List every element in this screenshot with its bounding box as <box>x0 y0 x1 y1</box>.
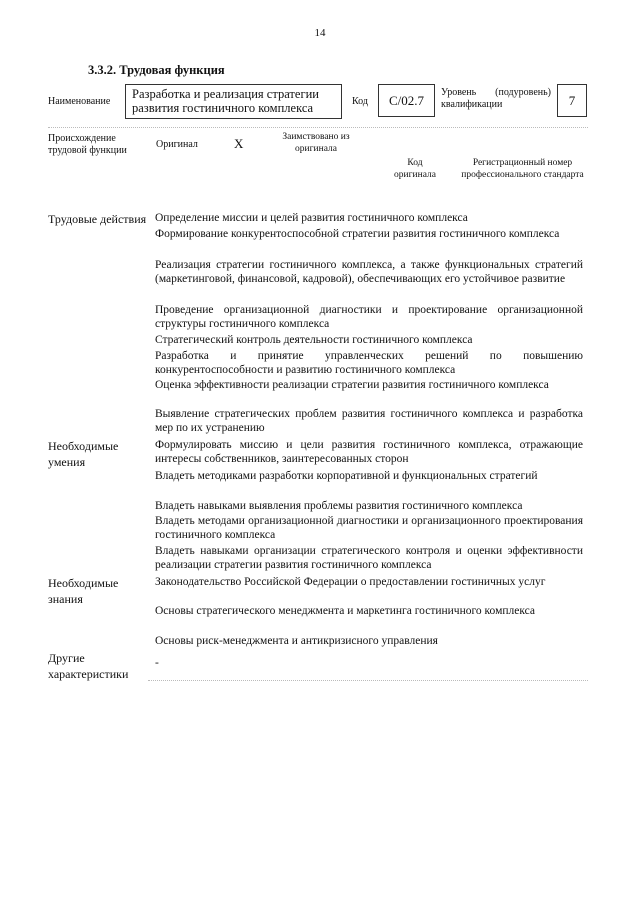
code-original-label: Код оригинала <box>394 158 436 180</box>
list-item: Основы риск-менеджмента и антикризисного управления <box>155 635 438 647</box>
origin-label: Происхождение трудовой функции <box>48 133 127 156</box>
list-item: Определение миссии и целей развития гостиничного комплекса <box>155 212 468 224</box>
list-item: Разработка и принятие управленческих решений по повышению конкурентоспособности и развитию гостиничного комплекса <box>155 350 583 376</box>
borrowed-label: Заимствовано из оригинала <box>282 132 350 154</box>
original-label: Оригинал <box>156 139 198 150</box>
level-value-box: 7 <box>557 84 587 117</box>
level-label: Уровень (подуровень) квалификации <box>441 87 551 110</box>
original-mark: X <box>234 136 244 151</box>
name-label: Наименование <box>48 96 111 107</box>
code-value-box: C/02.7 <box>378 84 435 117</box>
function-name-box: Разработка и реализация стратегии развития гостиничного комплекса <box>125 84 342 119</box>
skills-title: Необходимые умения <box>48 439 119 469</box>
list-item: Оценка эффективности реализации стратегии развития гостиничного комплекса <box>155 379 549 391</box>
list-item: Владеть методиками разработки корпоративной и функциональных стратегий <box>155 470 538 482</box>
knowledge-title: Необходимые знания <box>48 576 119 606</box>
list-item: Владеть методами организационной диагностики и организационного проектирования гостиничного комплекса <box>155 515 583 541</box>
divider <box>148 680 588 681</box>
list-item: Законодательство Российской Федерации о предоставлении гостиничных услуг <box>155 576 546 588</box>
list-item: Владеть навыками организации стратегического контроля и оценки эффективности реализации стратегии развития гостиничного комплекса <box>155 545 583 571</box>
actions-title: Трудовые действия <box>48 212 147 226</box>
list-item: Реализация стратегии гостиничного комплекса, а также функциональных стратегий (маркетинговой, финансовой, кадровой), обеспечивающих его устойчивое развитие <box>155 259 583 285</box>
list-item: Выявление стратегических проблем развития гостиничного комплекса и разработка мер по их устранению <box>155 408 583 434</box>
other-value: - <box>155 657 159 669</box>
page-number: 14 <box>314 27 326 39</box>
divider <box>48 127 588 128</box>
code-label: Код <box>352 96 368 107</box>
reg-number-label: Регистрационный номер профессионального стандарта <box>461 158 584 180</box>
list-item: Владеть навыками выявления проблемы развития гостиничного комплекса <box>155 500 523 512</box>
other-title: Другие характеристики <box>48 651 129 681</box>
list-item: Проведение организационной диагностики и проектирование организационной структуры гостиничного комплекса <box>155 304 583 330</box>
section-title: 3.3.2. Трудовая функция <box>88 63 225 77</box>
list-item: Основы стратегического менеджмента и маркетинга гостиничного комплекса <box>155 605 536 617</box>
list-item: Формирование конкурентоспособной стратегии развития гостиничного комплекса <box>155 228 560 240</box>
list-item: Стратегический контроль деятельности гостиничного комплекса <box>155 334 473 346</box>
list-item: Формулировать миссию и цели развития гостиничного комплекса, отражающие интересы собственников, заинтересованных сторон <box>155 439 583 465</box>
